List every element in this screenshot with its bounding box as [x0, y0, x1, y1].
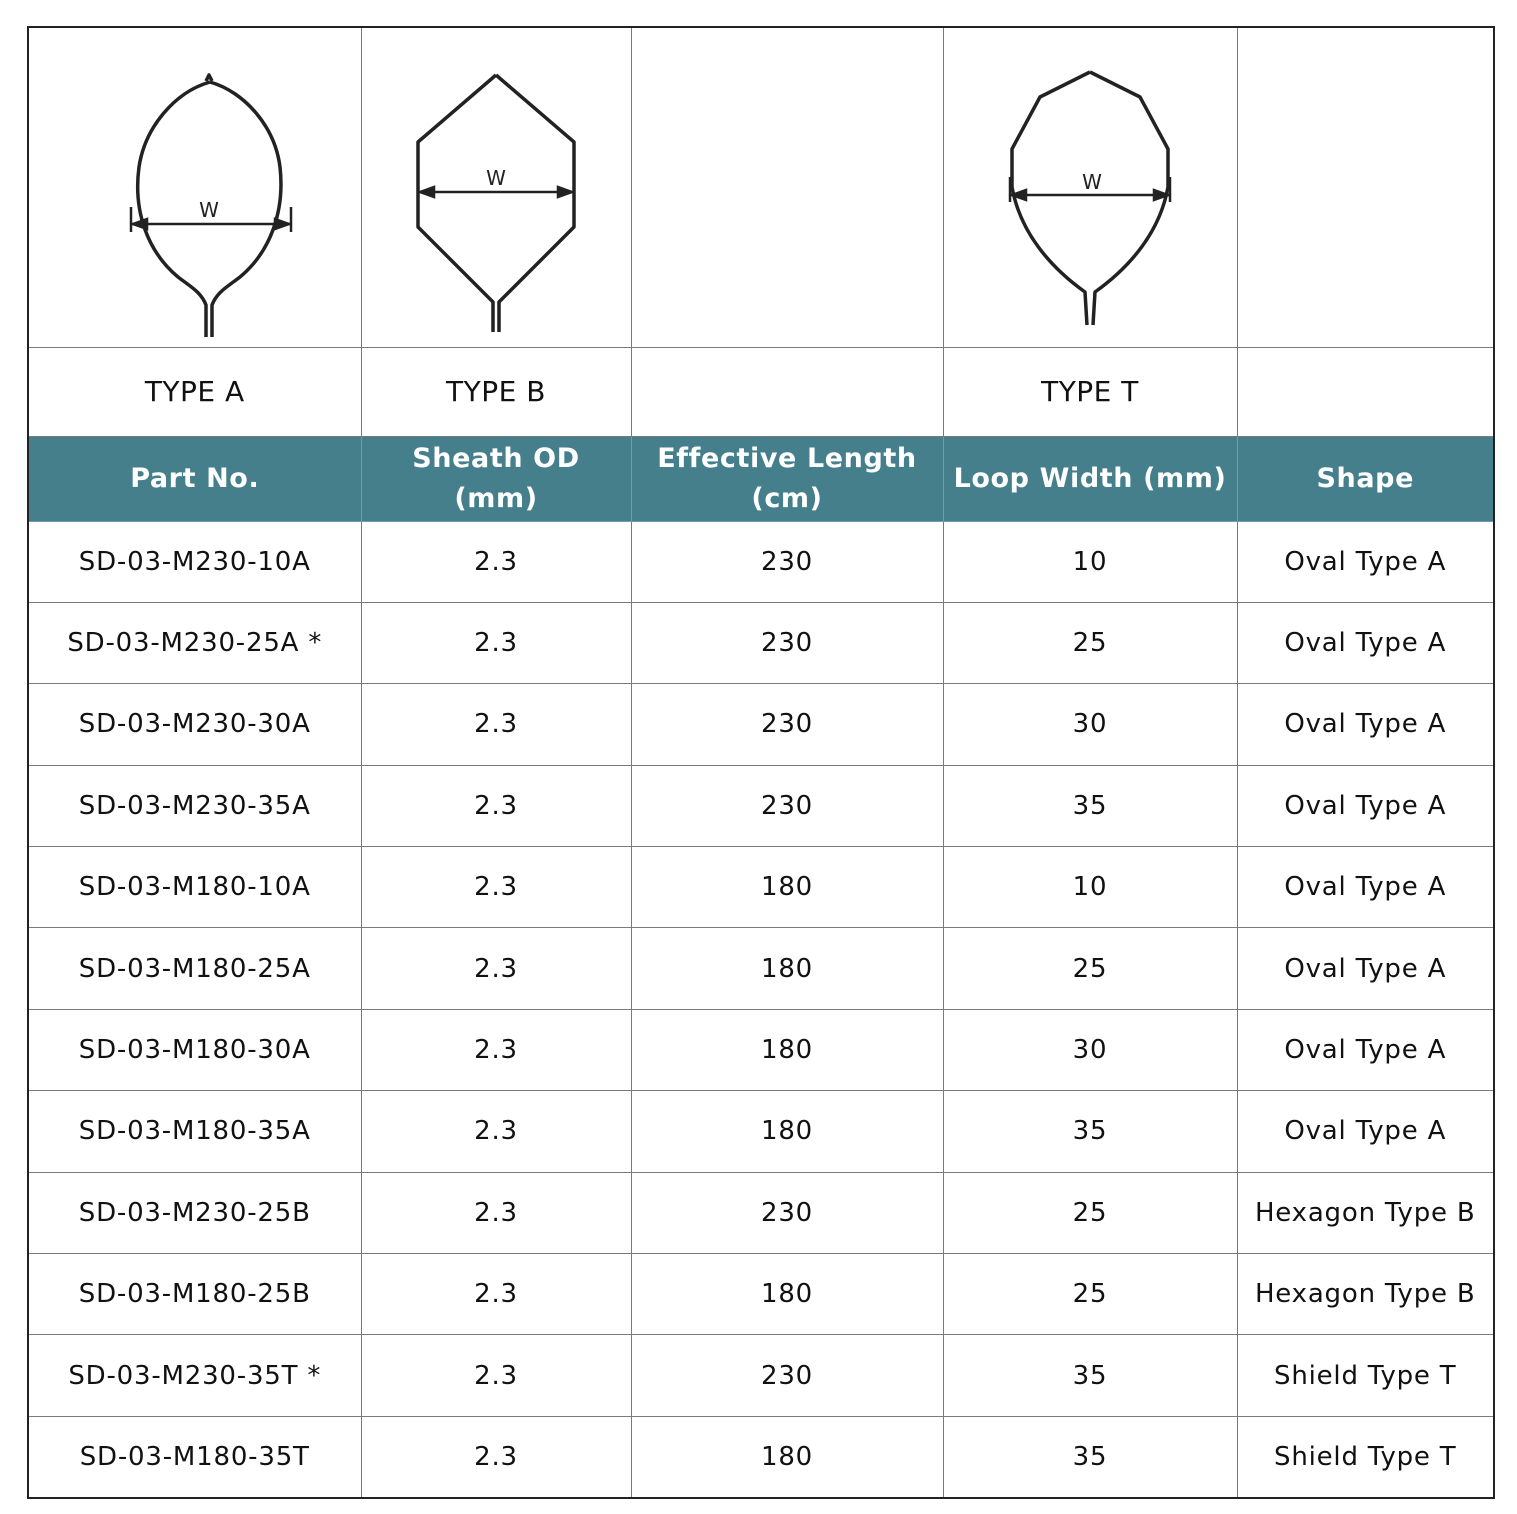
table-row — [28, 928, 1494, 1009]
diagram-row — [28, 27, 1494, 347]
loop-width-cell: 35 — [943, 1091, 1237, 1172]
loop-width-cell: 35 — [943, 765, 1237, 846]
effective-length-cell: 180 — [631, 1254, 943, 1335]
loop-width-cell: 35 — [943, 1416, 1237, 1497]
effective-length-cell: 230 — [631, 1172, 943, 1253]
effective-length-cell: 230 — [631, 521, 943, 602]
loop-width-cell: 25 — [943, 1254, 1237, 1335]
table-row — [28, 1009, 1494, 1090]
loop-width-cell: 30 — [943, 1009, 1237, 1090]
loop-width-cell: 35 — [943, 1335, 1237, 1416]
type-a-label: TYPE A — [28, 347, 361, 436]
shape-cell: Oval Type A — [1237, 1091, 1494, 1172]
header-loop-width: Loop Width (mm) — [943, 436, 1237, 521]
shape-cell: Oval Type A — [1237, 602, 1494, 683]
type-a-diagram-cell — [28, 27, 361, 347]
shape-cell: Oval Type A — [1237, 928, 1494, 1009]
table-row — [28, 847, 1494, 928]
effective-length-cell: 230 — [631, 602, 943, 683]
part-no-cell: SD-03-M180-25B — [28, 1254, 361, 1335]
svg-text:W: W — [1082, 170, 1102, 195]
sheath-od-cell: 2.3 — [361, 847, 631, 928]
part-no-cell: SD-03-M230-30A — [28, 684, 361, 765]
table-row — [28, 1416, 1494, 1497]
part-no-cell: SD-03-M180-10A — [28, 847, 361, 928]
part-no-cell: SD-03-M180-35T — [28, 1416, 361, 1497]
empty-label-cell — [1237, 347, 1494, 436]
effective-length-cell: 180 — [631, 1009, 943, 1090]
loop-width-cell: 25 — [943, 602, 1237, 683]
sheath-od-cell: 2.3 — [361, 684, 631, 765]
part-no-cell: SD-03-M230-25B — [28, 1172, 361, 1253]
empty-diagram-cell — [631, 27, 943, 347]
oval-loop-icon — [75, 37, 315, 337]
part-no-cell: SD-03-M230-25A * — [28, 602, 361, 683]
loop-width-cell: 10 — [943, 521, 1237, 602]
table-row — [28, 521, 1494, 602]
header-sheath-od-line2: (mm) — [454, 482, 538, 514]
effective-length-cell: 230 — [631, 684, 943, 765]
snare-spec-table — [27, 26, 1495, 1499]
part-no-cell: SD-03-M180-30A — [28, 1009, 361, 1090]
part-no-cell: SD-03-M230-10A — [28, 521, 361, 602]
shape-cell: Oval Type A — [1237, 521, 1494, 602]
shape-cell: Oval Type A — [1237, 847, 1494, 928]
loop-width-cell: 25 — [943, 1172, 1237, 1253]
shape-cell: Oval Type A — [1237, 684, 1494, 765]
table-row — [28, 1254, 1494, 1335]
effective-length-cell: 230 — [631, 1335, 943, 1416]
table-row — [28, 1091, 1494, 1172]
sheath-od-cell: 2.3 — [361, 765, 631, 846]
hexagon-loop-icon — [396, 37, 596, 337]
header-shape: Shape — [1237, 436, 1494, 521]
part-no-cell: SD-03-M180-35A — [28, 1091, 361, 1172]
type-label-row — [28, 347, 1494, 436]
loop-width-cell: 25 — [943, 928, 1237, 1009]
table-row — [28, 1335, 1494, 1416]
shape-cell: Hexagon Type B — [1237, 1254, 1494, 1335]
sheath-od-cell: 2.3 — [361, 1091, 631, 1172]
empty-diagram-cell — [1237, 27, 1494, 347]
header-effective-length — [631, 436, 943, 521]
shape-cell: Shield Type T — [1237, 1335, 1494, 1416]
shape-cell: Hexagon Type B — [1237, 1172, 1494, 1253]
effective-length-cell: 180 — [631, 847, 943, 928]
effective-length-cell: 180 — [631, 1416, 943, 1497]
table-row — [28, 684, 1494, 765]
sheath-od-cell: 2.3 — [361, 1416, 631, 1497]
sheath-od-cell: 2.3 — [361, 1009, 631, 1090]
table-row — [28, 765, 1494, 846]
header-effective-length-line2: (cm) — [751, 482, 823, 514]
part-no-cell: SD-03-M230-35T * — [28, 1335, 361, 1416]
svg-text:W: W — [198, 198, 219, 223]
header-sheath-od-line1: Sheath OD — [412, 442, 580, 474]
sheath-od-cell: 2.3 — [361, 1254, 631, 1335]
svg-text:W: W — [486, 166, 506, 191]
type-b-diagram-cell — [361, 27, 631, 347]
loop-width-cell: 30 — [943, 684, 1237, 765]
table-row — [28, 602, 1494, 683]
type-t-diagram-cell — [943, 27, 1237, 347]
shape-cell: Oval Type A — [1237, 765, 1494, 846]
shape-cell: Oval Type A — [1237, 1009, 1494, 1090]
loop-width-cell: 10 — [943, 847, 1237, 928]
table-header-row — [28, 436, 1494, 521]
sheath-od-cell: 2.3 — [361, 521, 631, 602]
header-part-no: Part No. — [28, 436, 361, 521]
header-sheath-od — [361, 436, 631, 521]
header-effective-length-line1: Effective Length — [657, 442, 917, 474]
sheath-od-cell: 2.3 — [361, 928, 631, 1009]
table-row — [28, 1172, 1494, 1253]
shape-cell: Shield Type T — [1237, 1416, 1494, 1497]
part-no-cell: SD-03-M180-25A — [28, 928, 361, 1009]
shield-loop-icon — [990, 37, 1190, 337]
type-t-label: TYPE T — [943, 347, 1237, 436]
type-b-label: TYPE B — [361, 347, 631, 436]
sheath-od-cell: 2.3 — [361, 1335, 631, 1416]
part-no-cell: SD-03-M230-35A — [28, 765, 361, 846]
effective-length-cell: 180 — [631, 1091, 943, 1172]
effective-length-cell: 180 — [631, 928, 943, 1009]
empty-label-cell — [631, 347, 943, 436]
effective-length-cell: 230 — [631, 765, 943, 846]
sheath-od-cell: 2.3 — [361, 602, 631, 683]
sheath-od-cell: 2.3 — [361, 1172, 631, 1253]
